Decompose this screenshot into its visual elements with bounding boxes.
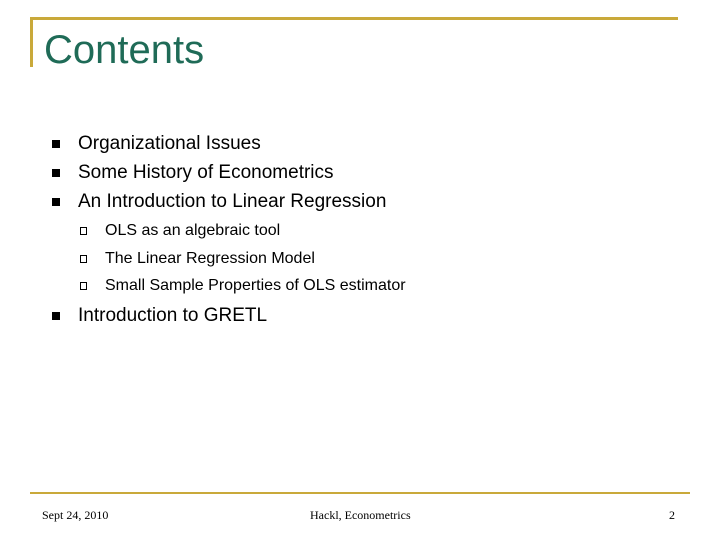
bullet-text: Introduction to GRETL bbox=[78, 305, 268, 326]
sub-bullet-text: The Linear Regression Model bbox=[105, 250, 315, 267]
hollow-square-bullet-icon bbox=[80, 255, 87, 263]
square-bullet-icon bbox=[52, 140, 60, 148]
sub-bullet-item bbox=[80, 276, 406, 296]
sub-bullet-text: Small Sample Properties of OLS estimator bbox=[105, 277, 406, 294]
square-bullet-icon bbox=[52, 169, 60, 177]
square-bullet-icon bbox=[52, 312, 60, 320]
bullet-text: An Introduction to Linear Regression bbox=[78, 191, 387, 212]
bullet-text: Some History of Econometrics bbox=[78, 162, 334, 183]
hollow-square-bullet-icon bbox=[80, 227, 87, 235]
square-bullet-icon bbox=[52, 198, 60, 206]
footer-rule bbox=[30, 492, 690, 494]
footer-date: Sept 24, 2010 bbox=[42, 508, 109, 522]
bullet-item bbox=[52, 133, 261, 155]
bullet-item bbox=[52, 305, 267, 327]
sub-bullet-item bbox=[80, 221, 280, 241]
footer-author: Hackl, Econometrics bbox=[310, 508, 411, 522]
slide-title: Contents bbox=[44, 28, 205, 72]
bullet-item bbox=[52, 191, 386, 213]
bullet-text: Organizational Issues bbox=[78, 133, 261, 154]
sub-bullet-text: OLS as an algebraic tool bbox=[105, 222, 281, 239]
page-number: 2 bbox=[669, 508, 675, 522]
sub-bullet-item bbox=[80, 249, 315, 269]
hollow-square-bullet-icon bbox=[80, 282, 87, 290]
bullet-item bbox=[52, 162, 334, 184]
